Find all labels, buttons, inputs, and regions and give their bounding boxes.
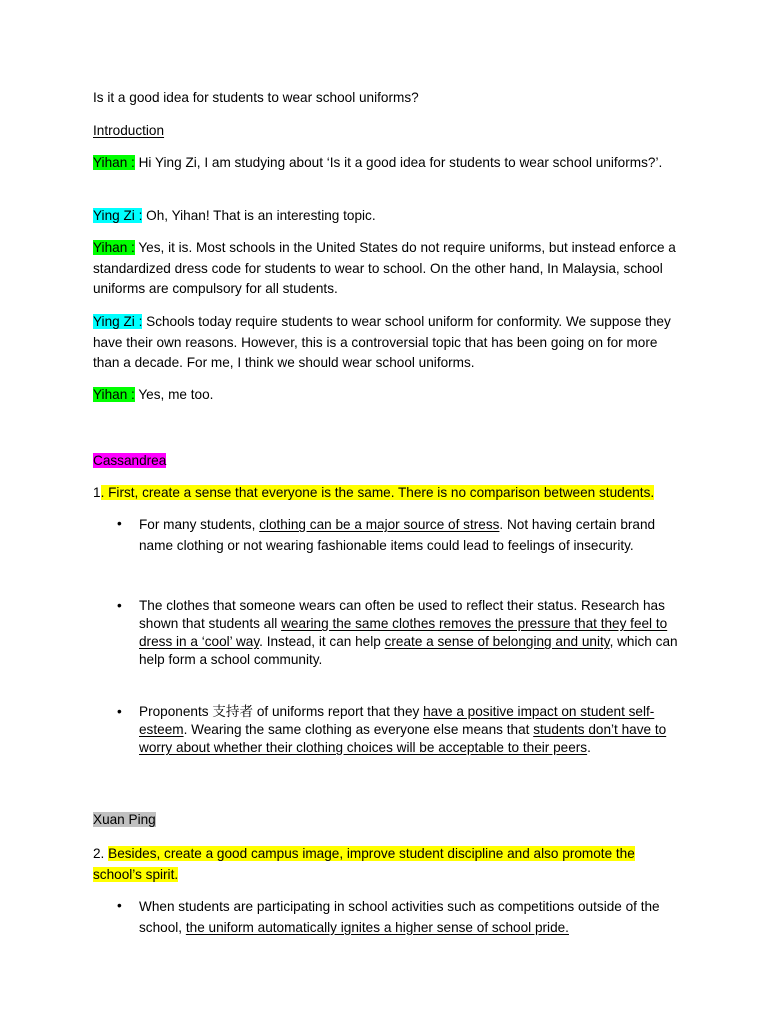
underlined-run: students don’t have to worry about whether their clothing choices will be acceptable to their peers — [139, 722, 667, 755]
text-run: . Instead, it can help — [259, 634, 385, 649]
text-run: . — [587, 740, 591, 755]
dialogue-text: Hi Ying Zi, I am studying about ‘Is it a good idea for students to wear school uniforms?’. — [134, 155, 663, 170]
speaker-label: Yihan : — [93, 387, 135, 402]
underlined-run: have a positive impact on student self-esteem — [139, 704, 655, 737]
bullet-text — [139, 703, 679, 757]
presenter-name: Cassandrea — [93, 453, 167, 468]
point-2 — [93, 844, 683, 885]
point-1 — [93, 483, 683, 504]
bullet-icon: • — [117, 704, 122, 719]
speaker-label: Ying Zi : — [93, 314, 143, 329]
underlined-run: create a sense of belonging and unity — [384, 634, 610, 649]
dialogue-text: Schools today require students to wear school uniform for conformity. We suppose they have their own reasons. However, this is a controversial topic that has been going on for more than a decade. For me, I think we should wear school uniforms. — [93, 314, 671, 370]
speaker-label: Yihan : — [93, 240, 135, 255]
speaker-label: Yihan : — [93, 155, 135, 170]
bullet-text — [139, 515, 679, 556]
presenter-line-2 — [93, 810, 683, 831]
text-run: The clothes that someone wears can often be used to reflect their status. Research has shown that students all — [139, 598, 665, 631]
text-run: When students are participating in school activities such as competitions outside of the school, — [139, 899, 660, 935]
point-number: 1 — [93, 485, 101, 500]
presenter-name: Xuan Ping — [93, 812, 156, 827]
dialogue-line-4 — [93, 312, 683, 374]
point-text: Besides, create a good campus image, improve student discipline and also promote the school’s spirit. — [93, 846, 635, 882]
bullet-icon: • — [117, 516, 122, 531]
dialogue-text: Oh, Yihan! That is an interesting topic. — [142, 208, 376, 223]
presenter-line-1 — [93, 451, 683, 472]
bullet-text — [139, 597, 679, 669]
text-run: . Wearing the same clothing as everyone else means that — [183, 722, 534, 737]
intro-heading-line — [93, 121, 683, 142]
text-run: , which can help form a school community. — [139, 634, 678, 667]
bullet-text — [139, 897, 679, 938]
dialogue-text: Yes, it is. Most schools in the United States do not require uniforms, but instead enforce a standardized dress code for students to wear to school. On the other hand, In Malaysia, school uniforms are compulsory for all students. — [93, 240, 676, 296]
text-run: Proponents 支持者 of uniforms report that they — [139, 704, 424, 719]
dialogue-text: Yes, me too. — [134, 387, 214, 402]
text-run: . Not having certain brand name clothing or not wearing fashionable items could lead to feelings of insecurity. — [139, 517, 656, 553]
point-number: 2. — [93, 846, 109, 861]
underlined-run: clothing can be a major source of stress — [259, 517, 500, 532]
underlined-run: the uniform automatically ignites a higher sense of school pride. — [185, 919, 569, 935]
point-text: . First, create a sense that everyone is the same. There is no comparison between students. — [100, 485, 655, 500]
dialogue-line-1 — [93, 153, 683, 174]
text-run: For many students, — [139, 517, 260, 532]
bullet-icon: • — [117, 598, 122, 613]
underlined-run: wearing the same clothes removes the pressure that they feel to dress in a ‘cool’ way — [139, 616, 668, 649]
dialogue-line-3 — [93, 238, 683, 300]
intro-heading: Introduction — [93, 123, 165, 138]
dialogue-line-5 — [93, 385, 683, 406]
dialogue-line-2 — [93, 206, 683, 227]
bullet-icon: • — [117, 898, 122, 913]
document-title: Is it a good idea for students to wear school uniforms? — [93, 90, 419, 105]
speaker-label: Ying Zi : — [93, 208, 143, 223]
